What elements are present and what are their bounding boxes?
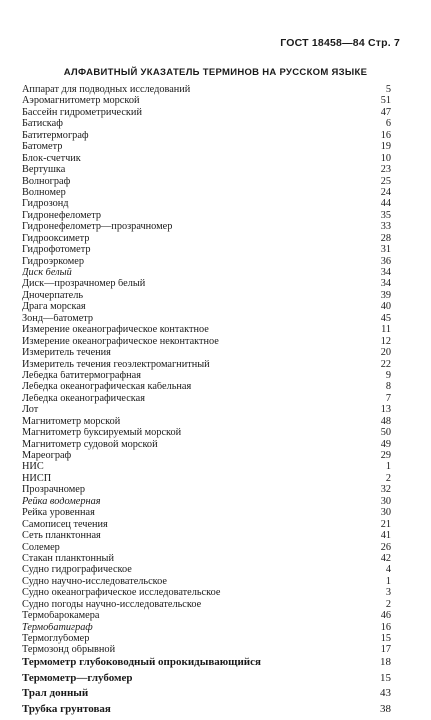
entry-page: 21	[380, 518, 391, 530]
entry-page: 1	[385, 575, 391, 587]
index-entry	[22, 245, 391, 256]
index-entry	[22, 96, 391, 107]
entry-term: Судно океанографическое исследовательское	[22, 588, 221, 599]
entry-page: 32	[380, 484, 391, 496]
entry-page: 45	[380, 312, 391, 324]
index-entry	[22, 634, 391, 645]
index-entry	[22, 337, 391, 348]
entry-term: Волнограф	[22, 176, 71, 187]
entry-term: Термобарокамера	[22, 611, 100, 622]
entry-term: Лебедка океанографическая	[22, 393, 145, 404]
entry-term: Диск—прозрачномер белый	[22, 279, 146, 290]
entry-term: Гидрофотометр	[22, 245, 91, 256]
entry-term: Лот	[22, 405, 39, 416]
entry-term: Стакан планктонный	[22, 553, 114, 564]
entry-term: Термоглубомер	[22, 634, 90, 644]
entry-term: Термозонд обрывной	[22, 645, 116, 656]
index-entry	[22, 623, 391, 634]
entry-page: 38	[380, 702, 391, 715]
index-entry	[22, 188, 391, 199]
entry-term: Гидронефелометр—прозрачномер	[22, 222, 173, 233]
index-entry	[22, 673, 391, 689]
index-entry	[22, 554, 391, 565]
entry-page: 18	[380, 655, 391, 668]
entry-term: Лебедка океанографическая кабельная	[22, 382, 192, 393]
entry-page: 24	[380, 186, 391, 198]
entry-page: 42	[380, 552, 391, 564]
entry-term: Термобатиграф	[22, 622, 93, 633]
entry-term: Трубка грунтовая	[22, 703, 111, 715]
index-title: АЛФАВИТНЫЙ УКАЗАТЕЛЬ ТЕРМИНОВ НА РУССКОМ ЯЗЫКЕ	[63, 67, 368, 78]
entry-page: 33	[380, 221, 391, 233]
entry-term: Гидронефелометр	[22, 210, 102, 221]
entry-page: 43	[380, 687, 391, 700]
index-entry	[22, 291, 391, 302]
entry-term: Аппарат для подводных исследований	[22, 85, 191, 95]
entry-term: Сеть планктонная	[22, 531, 101, 542]
index-entry	[22, 543, 391, 554]
index-entry	[22, 314, 391, 325]
entry-term: Измеритель течения	[22, 348, 111, 359]
entry-page: 13	[380, 404, 391, 416]
index-entry	[22, 108, 391, 119]
index-entry	[22, 440, 391, 451]
index-entry	[22, 131, 391, 142]
entry-term: Рейка уровенная	[22, 508, 95, 519]
entry-term: НИС	[22, 462, 44, 473]
entry-page: 10	[380, 152, 391, 164]
index-entry	[22, 234, 391, 245]
entry-term: Измеритель течения геоэлектромагнитный	[22, 359, 210, 370]
page-header: ГОСТ 18458—84 Стр. 7	[280, 37, 400, 49]
index-entry	[22, 268, 391, 279]
entry-term: Судно гидрографическое	[22, 565, 132, 576]
entry-term: Вертушка	[22, 165, 66, 176]
entry-page: 34	[380, 278, 391, 290]
index-entry	[22, 302, 391, 313]
entry-page: 50	[380, 427, 391, 439]
entry-page: 16	[380, 621, 391, 633]
index-entry	[22, 688, 391, 704]
entry-term: Трал донный	[22, 688, 89, 700]
entry-page: 16	[380, 129, 391, 141]
entry-page: 15	[380, 671, 391, 684]
entry-page: 40	[380, 301, 391, 313]
index-entry	[22, 199, 391, 210]
index-entry	[22, 360, 391, 371]
entry-page: 29	[380, 450, 391, 461]
index-entry	[22, 497, 391, 508]
entry-page: 41	[380, 530, 391, 542]
entry-page: 23	[380, 164, 391, 176]
entry-page: 9	[385, 369, 391, 381]
entry-term: Термометр—глубомер	[22, 672, 133, 684]
entry-page: 12	[380, 335, 391, 347]
entry-page: 47	[380, 106, 391, 118]
index-entry	[22, 394, 391, 405]
entry-term: НИСП	[22, 473, 52, 484]
index-entry	[22, 348, 391, 359]
index-entry	[22, 474, 391, 485]
index-entry	[22, 257, 391, 268]
entry-term: Судно научно-исследовательское	[22, 576, 167, 587]
entry-page: 15	[380, 633, 391, 644]
entry-page: 31	[380, 244, 391, 256]
entry-page: 36	[380, 255, 391, 267]
entry-term: Аэромагнитометр морской	[22, 96, 140, 107]
entry-term: Гидроэркомер	[22, 256, 84, 267]
index-entry	[22, 382, 391, 393]
index-entry	[22, 165, 391, 176]
entry-page: 25	[380, 175, 391, 187]
entry-term: Батискаф	[22, 119, 63, 130]
entry-page: 48	[380, 415, 391, 427]
index-entry	[22, 119, 391, 130]
index-entry	[22, 405, 391, 416]
entry-term: Термометр глубоководный опрокидывающийся	[22, 656, 261, 668]
index-entry	[22, 325, 391, 336]
entry-page: 22	[380, 358, 391, 370]
entry-page: 30	[380, 507, 391, 519]
entry-term: Драга морская	[22, 302, 86, 313]
index-entry	[22, 577, 391, 588]
index-entry	[22, 565, 391, 576]
index-entry	[22, 279, 391, 290]
entry-page: 6	[385, 118, 391, 130]
entry-page: 11	[381, 324, 391, 336]
index-entry	[22, 462, 391, 473]
entry-term: Измерение океанографическое контактное	[22, 325, 209, 336]
index-entry	[22, 177, 391, 188]
index-entry	[22, 417, 391, 428]
index-entry	[22, 657, 391, 673]
entry-term: Зонд—батометр	[22, 313, 94, 324]
index-entry	[22, 531, 391, 542]
entry-term: Рейка водомерная	[22, 496, 101, 507]
index-entry	[22, 428, 391, 439]
index-entry	[22, 451, 391, 462]
entry-term: Магнитометр морской	[22, 416, 121, 427]
entry-page: 17	[380, 644, 391, 656]
index-entry	[22, 371, 391, 382]
entry-page: 2	[385, 472, 391, 484]
entry-page: 19	[380, 141, 391, 153]
entry-page: 34	[380, 267, 391, 278]
index-entry	[22, 85, 391, 96]
entry-page: 44	[380, 198, 391, 210]
entry-page: 3	[385, 587, 391, 599]
entry-term: Гидрооксиметр	[22, 233, 90, 244]
index-entry	[22, 611, 391, 622]
entry-term: Магнитометр судовой морской	[22, 439, 158, 450]
entry-term: Солемер	[22, 542, 60, 553]
entry-term: Гидрозонд	[22, 199, 69, 210]
entry-page: 5	[385, 84, 391, 95]
entry-term: Лебедка батитермографная	[22, 370, 141, 381]
entry-term: Батометр	[22, 142, 63, 153]
index-entry	[22, 645, 391, 656]
index-entry	[22, 508, 391, 519]
entry-term: Судно погоды научно-исследовательское	[22, 599, 202, 610]
entry-term: Диск белый	[22, 268, 72, 278]
index-entry	[22, 154, 391, 165]
entry-term: Бассейн гидрометрический	[22, 107, 142, 118]
entry-page: 51	[380, 95, 391, 107]
entry-page: 35	[380, 209, 391, 221]
entry-term: Мареограф	[22, 451, 72, 461]
entry-term: Волномер	[22, 187, 66, 198]
entry-term: Измерение океанографическое неконтактное	[22, 336, 219, 347]
entry-page: 7	[385, 392, 391, 404]
index-entry	[22, 520, 391, 531]
index-entry	[22, 485, 391, 496]
entry-page: 2	[385, 598, 391, 610]
entry-page: 49	[380, 438, 391, 450]
entry-term: Батитермограф	[22, 130, 89, 141]
entry-page: 1	[385, 461, 391, 473]
entry-page: 8	[385, 381, 391, 393]
entry-term: Блок-счетчик	[22, 153, 81, 164]
index-entry	[22, 211, 391, 222]
entry-term: Самописец течения	[22, 519, 108, 530]
entry-term: Дночерпатель	[22, 290, 84, 301]
index-entry	[22, 142, 391, 153]
entry-page: 26	[380, 541, 391, 553]
entry-page: 4	[385, 564, 391, 576]
index-entry	[22, 704, 391, 720]
index-entry-list	[22, 85, 391, 720]
index-entry	[22, 600, 391, 611]
index-entry	[22, 222, 391, 233]
entry-page: 46	[380, 610, 391, 622]
entry-page: 30	[380, 495, 391, 507]
index-entry	[22, 588, 391, 599]
entry-page: 28	[380, 232, 391, 244]
entry-page: 20	[380, 347, 391, 359]
entry-page: 39	[380, 289, 391, 301]
entry-term: Прозрачномер	[22, 485, 85, 496]
entry-term: Магнитометр буксируемый морской	[22, 428, 182, 439]
